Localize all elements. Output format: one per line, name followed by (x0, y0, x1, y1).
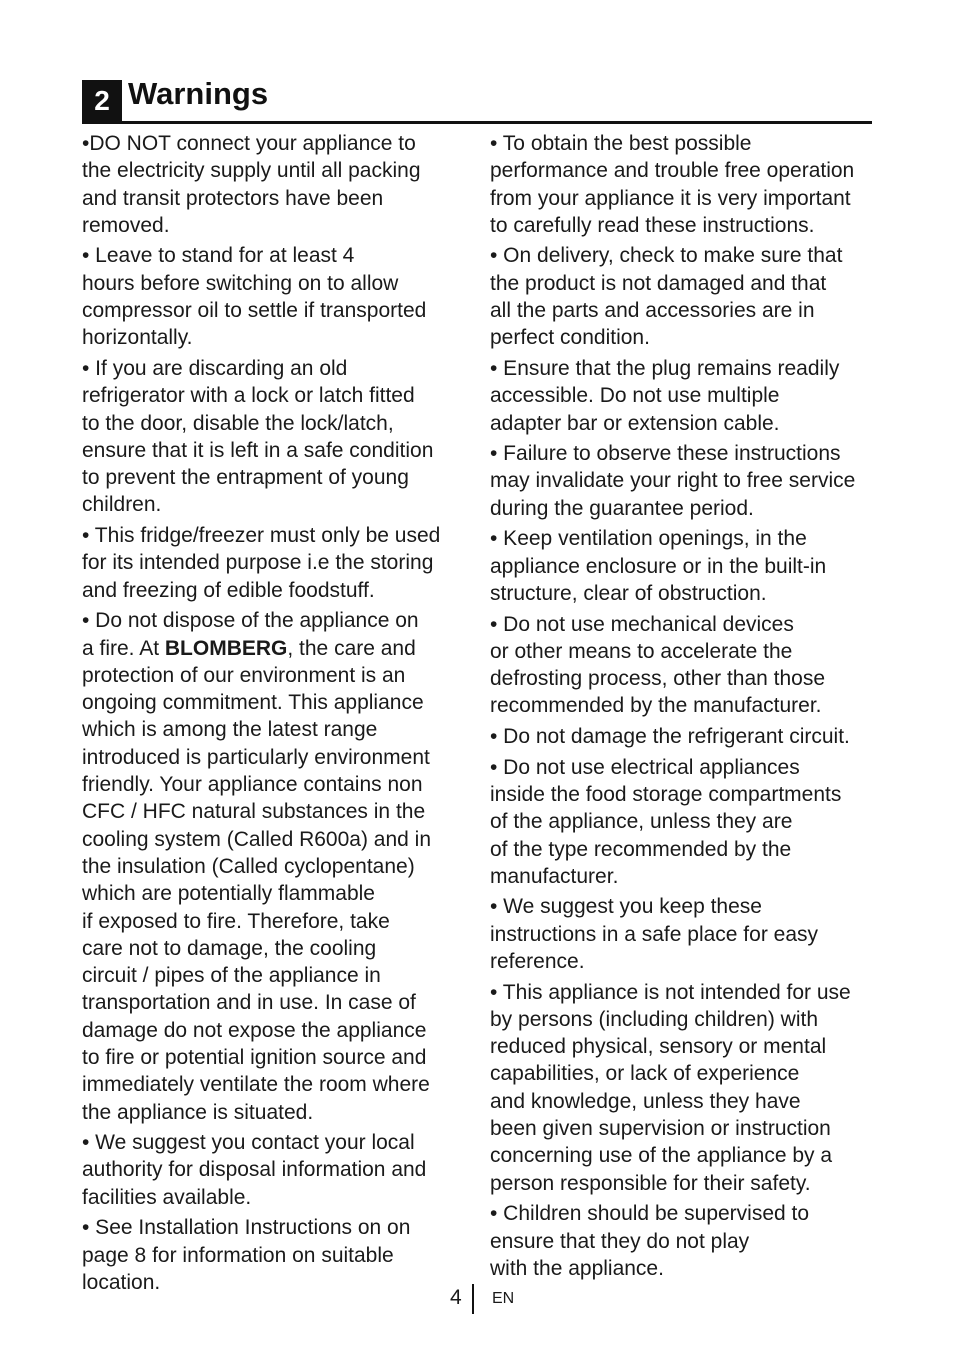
warning-item (490, 754, 880, 890)
warning-line: all the parts and accessories are in (490, 299, 815, 323)
warning-line: or other means to accelerate the (490, 639, 793, 663)
warning-line: to fire or potential ignition source and (82, 1045, 427, 1069)
warning-line: • On delivery, check to make sure that (490, 244, 843, 268)
warning-line: damage do not expose the appliance (82, 1018, 427, 1042)
warning-line: • Children should be supervised to (490, 1202, 810, 1226)
warning-item (82, 1129, 467, 1211)
warning-line: performance and trouble free operation (490, 159, 855, 183)
warning-item (82, 522, 467, 604)
warning-line: from your appliance it is very important (490, 186, 851, 210)
warning-line: ensure that they do not play (490, 1229, 750, 1253)
warning-line: reference. (490, 949, 585, 973)
warning-line: • See Installation Instructions on on (82, 1216, 411, 1240)
warning-line: which are potentially flammable (82, 882, 375, 906)
warning-item (82, 242, 467, 351)
warning-line: removed. (82, 213, 170, 237)
warning-line: care not to damage, the cooling (82, 936, 377, 960)
warning-item (490, 525, 880, 607)
warning-line: the insulation (Called cyclopentane) (82, 854, 415, 878)
warning-item (490, 440, 880, 522)
warning-line: • Do not dispose of the appliance on (82, 609, 419, 633)
warning-line: to prevent the entrapment of young (82, 466, 409, 490)
warning-line: refrigerator with a lock or latch fitted (82, 384, 415, 408)
section-number: 2 (82, 80, 122, 121)
warning-item (490, 1200, 880, 1282)
warning-item (82, 607, 467, 1126)
warning-line: reduced physical, sensory or mental (490, 1035, 827, 1059)
warning-line: location. (82, 1270, 161, 1294)
warning-line: of the type recommended by the (490, 837, 792, 861)
warning-line: horizontally. (82, 326, 193, 350)
warning-line: CFC / HFC natural substances in the (82, 800, 426, 824)
warning-line: page 8 for information on suitable (82, 1243, 394, 1267)
warning-line: protection of our environment is an (82, 663, 406, 687)
warning-line: and freezing of edible foodstuff. (82, 578, 375, 602)
warning-line: immediately ventilate the room where (82, 1073, 430, 1097)
warning-line: hours before switching on to allow (82, 271, 399, 295)
warning-line: •DO NOT connect your appliance to (82, 132, 416, 155)
warning-line: capabilities, or lack of experience (490, 1062, 800, 1086)
warning-line: to carefully read these instructions. (490, 213, 815, 237)
warning-line: and knowledge, unless they have (490, 1089, 801, 1113)
warning-line: • Do not damage the refrigerant circuit. (490, 725, 850, 749)
warning-item (490, 355, 880, 437)
warning-line: adapter bar or extension cable. (490, 411, 780, 435)
warning-line: to the door, disable the lock/latch, (82, 411, 394, 435)
warning-line: • We suggest you contact your local (82, 1131, 415, 1155)
warning-line: the appliance is situated. (82, 1100, 314, 1124)
warning-line: friendly. Your appliance contains non (82, 773, 423, 797)
warning-line: a fire. At BLOMBERG, the care and (82, 636, 416, 660)
warning-line: • This fridge/freezer must only be used (82, 524, 441, 548)
warning-line: transportation and in use. In case of (82, 991, 416, 1015)
warning-line: manufacturer. (490, 864, 619, 888)
warning-line: been given supervision or instruction (490, 1117, 831, 1141)
warning-item (490, 242, 880, 351)
warning-line: appliance enclosure or in the built-in (490, 554, 827, 578)
warning-line: facilities available. (82, 1185, 252, 1209)
warning-line: instructions in a safe place for easy (490, 922, 819, 946)
warning-line: introduced is particularly environment (82, 745, 430, 769)
warning-line: inside the food storage compartments (490, 782, 842, 806)
warning-line: the product is not damaged and that (490, 271, 827, 295)
warning-line: • To obtain the best possible (490, 132, 752, 155)
warning-item (82, 130, 467, 239)
warning-line: authority for disposal information and (82, 1158, 427, 1182)
warning-line: • Ensure that the plug remains readily (490, 356, 840, 380)
warning-line: compressor oil to settle if transported (82, 299, 427, 323)
warning-line: may invalidate your right to free service (490, 469, 856, 493)
language-code: EN (492, 1290, 515, 1307)
warning-line: cooling system (Called R600a) and in (82, 827, 432, 851)
warning-line: • Do not use mechanical devices (490, 612, 794, 636)
warning-line: • Keep ventilation openings, in the (490, 527, 807, 551)
warning-line: perfect condition. (490, 326, 650, 350)
warning-line: • Failure to observe these instructions (490, 442, 841, 466)
warning-line: ongoing commitment. This appliance (82, 691, 424, 715)
warning-line: for its intended purpose i.e the storing (82, 551, 434, 575)
left-column (82, 130, 467, 1300)
warning-line: which is among the latest range (82, 718, 378, 742)
warning-line: accessible. Do not use multiple (490, 384, 780, 408)
warning-item (490, 723, 880, 750)
page-number: 4 (450, 1286, 462, 1309)
warning-line: structure, clear of obstruction. (490, 581, 767, 605)
warning-line: during the guarantee period. (490, 496, 754, 520)
warning-line: • Leave to stand for at least 4 (82, 244, 355, 268)
warning-line: • We suggest you keep these (490, 895, 762, 919)
warning-line: ensure that it is left in a safe condition (82, 438, 434, 462)
warning-line: and transit protectors have been (82, 186, 384, 210)
section-title: Warnings (128, 76, 269, 111)
warning-item (490, 130, 880, 239)
warning-item (82, 355, 467, 519)
warning-line: • If you are discarding an old (82, 356, 348, 380)
warning-line: the electricity supply until all packing (82, 159, 421, 183)
warning-line: with the appliance. (490, 1256, 664, 1280)
warning-line: by persons (including children) with (490, 1007, 818, 1031)
section-header (82, 76, 872, 124)
warning-line: concerning use of the appliance by a (490, 1144, 833, 1168)
warning-line: if exposed to fire. Therefore, take (82, 909, 390, 933)
page-footer (0, 1284, 954, 1314)
warning-item (490, 979, 880, 1197)
warning-line: defrosting process, other than those (490, 667, 826, 691)
warning-line: • Do not use electrical appliances (490, 755, 800, 779)
warning-item (490, 611, 880, 720)
warning-line: person responsible for their safety. (490, 1171, 811, 1195)
right-column (490, 130, 880, 1285)
warning-line: children. (82, 493, 162, 517)
warning-line: • This appliance is not intended for use (490, 980, 851, 1004)
footer-divider (472, 1284, 474, 1314)
warning-line: of the appliance, unless they are (490, 810, 793, 834)
warning-item (490, 893, 880, 975)
warning-line: recommended by the manufacturer. (490, 694, 822, 718)
brand-name: BLOMBERG (164, 636, 288, 660)
warning-line: circuit / pipes of the appliance in (82, 964, 381, 988)
